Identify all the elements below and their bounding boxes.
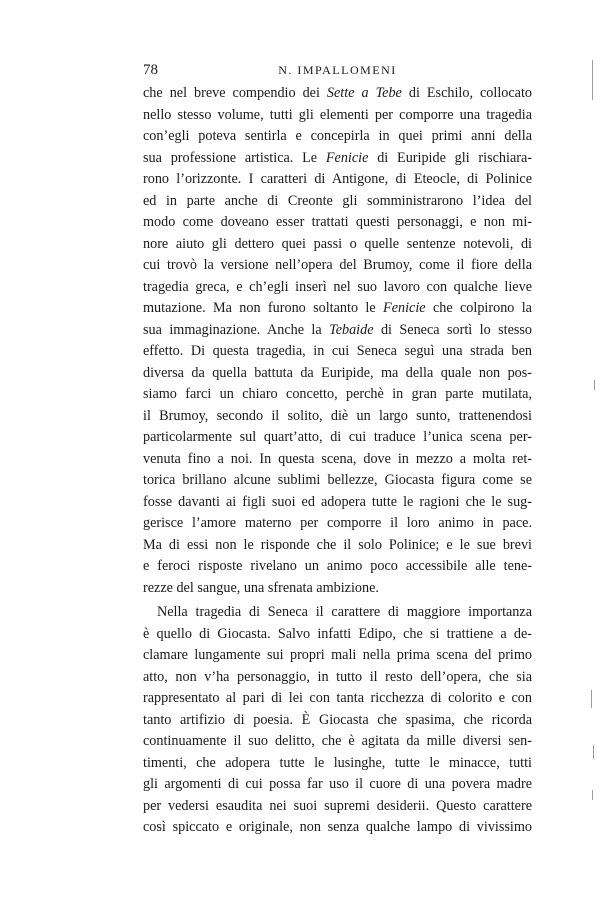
text-run: atto, non v’ha personaggio, in tutto il resto dell’opera, che sia	[143, 668, 532, 685]
text-run: sua immaginazione. Anche la	[143, 321, 330, 338]
text-line	[143, 384, 532, 406]
italic-title: Sette a Tebe	[326, 85, 402, 101]
text-line	[143, 363, 532, 385]
paragraph	[143, 83, 532, 599]
text-run: Ma di essi non le risponde che il solo Polinice; e le sue brevi	[143, 536, 532, 553]
text-run: di Eschilo, collocato	[401, 85, 532, 101]
text-line	[143, 492, 532, 514]
text-run: che colpirono la	[425, 300, 532, 316]
text-run: e feroci risposte rivelano un animo poco accessibile alle tene-	[143, 558, 532, 574]
text-run: cui trovò la versione nell’opera del Brumoy, come il fiore della	[143, 257, 532, 273]
text-line	[143, 470, 532, 492]
text-run: nello stesso volume, tutti gli elementi per comporre una tragedia	[143, 106, 532, 123]
text-run: sua professione artistica. Le	[143, 149, 326, 166]
text-line	[143, 645, 532, 667]
text-run: per vedersi esaudita nei suoi supremi desiderii. Questo carattere	[143, 797, 532, 814]
text-line	[143, 624, 532, 646]
text-line	[143, 406, 532, 428]
text-line	[143, 298, 532, 320]
text-run: continuamente il suo delitto, che è agitata da mille diversi sen-	[143, 733, 532, 749]
text-run: rono l’orizzonte. I caratteri di Antigone, di Eteocle, di Polinice	[143, 171, 532, 187]
text-run: gerisce l’amore materno per comporre il loro animo in pace.	[143, 515, 532, 531]
text-run: torica brillano alcune sublimi bellezze, Giocasta figura come se	[143, 472, 532, 488]
scan-edge-mark	[593, 745, 594, 759]
text-run: il Brumoy, secondo il solito, diè un largo sunto, trattenendosi	[143, 407, 532, 424]
text-line	[143, 602, 532, 624]
text-line	[143, 320, 532, 342]
text-run: rezze del sangue, una sfrenata ambizione.	[143, 579, 379, 596]
text-run: particolarmente sul quart’atto, di cui traduce l’unica scena per-	[143, 429, 532, 445]
text-run: di Seneca sortì lo stesso	[373, 321, 532, 338]
text-run: mutazione. Ma non furono soltanto le	[143, 300, 384, 316]
text-line	[143, 817, 532, 839]
scan-edge-mark	[592, 60, 593, 100]
text-line	[143, 83, 532, 105]
text-line	[143, 341, 532, 363]
text-line	[143, 105, 532, 127]
text-line	[143, 710, 532, 732]
text-run: nore aiuto gli dettero quei passi o quelle sentenze notevoli, di	[143, 235, 532, 252]
italic-title: Tebaide	[329, 321, 374, 338]
text-line	[143, 774, 532, 796]
text-line	[143, 169, 532, 191]
text-run: con’egli poteva sentirla e concepirla in quei primi anni della	[143, 128, 532, 144]
text-line	[143, 578, 532, 600]
text-line	[143, 449, 532, 471]
text-line	[143, 255, 532, 277]
text-run: è quello di Giocasta. Salvo infatti Edipo, che si trattiene a de-	[143, 625, 532, 642]
text-run: clamare lungamente sui propri mali nella prima scena del primo	[143, 647, 532, 663]
page-header	[143, 62, 532, 82]
text-run: Nella tragedia di Seneca il carattere di maggiore importanza	[157, 604, 532, 620]
text-line	[143, 191, 532, 213]
text-run: modo come doveano esser trattati questi personaggi, e non mi-	[143, 214, 532, 230]
text-run: diversa da quella battuta da Euripide, ma della quale non pos-	[143, 364, 532, 381]
text-line	[143, 731, 532, 753]
text-line	[143, 277, 532, 299]
text-line	[143, 427, 532, 449]
text-run: tragedia greca, e ch’egli inserì nel suo lavoro con qualche lieve	[143, 278, 532, 295]
text-line	[143, 126, 532, 148]
text-run: di Euripide gli rischiara-	[368, 149, 532, 166]
text-line	[143, 556, 532, 578]
text-line	[143, 234, 532, 256]
text-run: siamo farci un chiaro concetto, perchè in gran parte mutilata,	[143, 386, 532, 402]
text-run: venuta fino a noi. In questa scena, dove in mezzo a molta ret-	[143, 450, 532, 467]
body-text	[143, 83, 532, 839]
text-run: timenti, che adopera tutte le lusinghe, tutte le minacce, tutti	[143, 754, 532, 771]
text-line	[143, 148, 532, 170]
text-line	[143, 212, 532, 234]
text-run: tanto artifizio di poesia. È Giocasta che spasima, che ricorda	[143, 711, 532, 728]
text-line	[143, 796, 532, 818]
text-run: che nel breve compendio dei	[143, 85, 327, 101]
text-line	[143, 667, 532, 689]
italic-title: Fenicie	[325, 149, 369, 166]
text-run: rappresentato al pari di lei con tanta ricchezza di colorito e con	[143, 690, 532, 706]
text-run: fosse davanti ai figli suoi ed adopera tutte le ragioni che le sug-	[143, 493, 532, 510]
text-run: così spiccato e originale, non senza qualche lampo di vivissimo	[143, 819, 532, 835]
text-run: ed in parte anche di Creonte gli somministrarono l’idea del	[143, 192, 532, 209]
scan-edge-mark	[591, 690, 592, 708]
text-run: gli argomenti di cui possa far uso il cuore di una povera madre	[143, 776, 532, 792]
text-line	[143, 753, 532, 775]
text-line	[143, 688, 532, 710]
text-line	[143, 513, 532, 535]
scan-edge-mark	[592, 790, 593, 800]
running-head: N. IMPALLOMENI	[278, 63, 397, 77]
text-run: effetto. Di questa tragedia, in cui Seneca seguì una strada ben	[143, 343, 532, 359]
scan-edge-mark	[594, 380, 595, 390]
paragraph	[143, 602, 532, 839]
text-line	[143, 535, 532, 557]
page-number: 78	[143, 62, 158, 78]
italic-title: Fenicie	[383, 300, 426, 316]
